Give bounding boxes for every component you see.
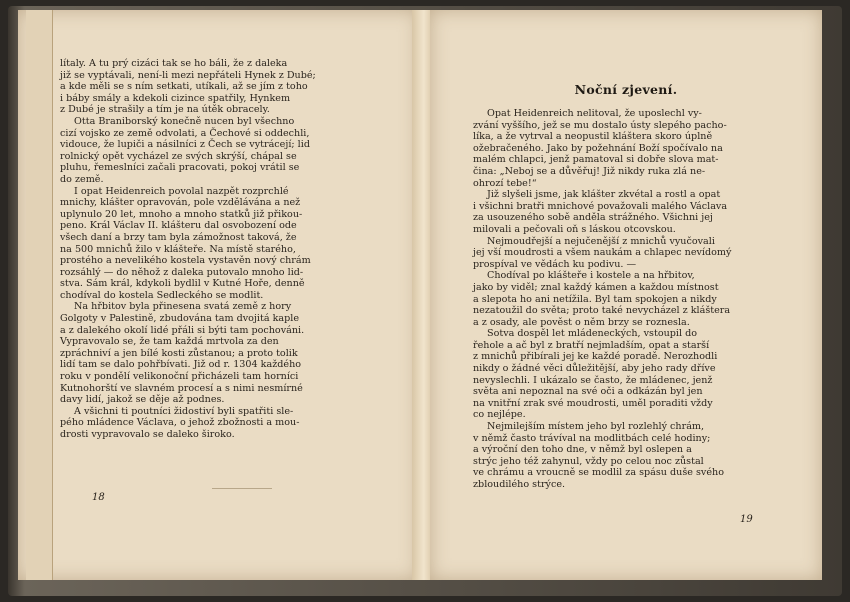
text-line: nevyslechli. I ukázalo se často, že mládenec, jenž	[473, 374, 713, 386]
right-page	[430, 10, 822, 580]
text-line: pého mládence Václava, o jehož zbožnosti a mou-	[60, 417, 300, 429]
left-page-number: 18	[92, 492, 105, 503]
text-line: peno. Král Václav II. klášteru dal osvobození ode	[60, 220, 297, 232]
text-line: uplynulo 20 let, mnoho a mnoho statků již přikou-	[60, 208, 303, 220]
text-line: roku v pondělí velikonoční přicházeli tam horníci	[60, 371, 299, 383]
text-line: lidí tam se dalo pohřbívati. Již od r. 1304 každého	[60, 359, 302, 371]
text-line: Otta Braniborský konečně nucen byl všechno	[74, 115, 295, 127]
text-line: Nejmoudřejší a nejučenější z mnichů vyučovali	[487, 235, 715, 247]
text-line: cizí vojsko ze země odvolati, a Čechové si oddechli,	[60, 127, 310, 139]
text-line: za usouzeného sobě anděla strážného. Všichni jej	[473, 212, 713, 224]
text-line: i všichni bratři mnichové považovali malého Václava	[473, 200, 728, 212]
text-line: zbloudilého strýce.	[473, 479, 566, 490]
text-line: a kde měli se s ním setkati, utíkali, až se jím z toho	[60, 81, 308, 93]
text-line: řehole a ač byl z bratří nejmladším, opat a starší	[473, 339, 710, 351]
text-line: líka, a že vytrval a neopustil kláštera skoro úplně	[473, 131, 713, 143]
text-line: Na hřbitov byla přinesena svatá země z hory	[74, 301, 292, 313]
right-page-text	[473, 108, 793, 491]
text-line: chodíval do kostela Sedleckého se modlit.	[60, 289, 264, 301]
text-line: Již slyšeli jsme, jak klášter zkvétal a rostl a opat	[487, 189, 721, 201]
text-line: z mnichů přibírali jej ke každé poradě. Nerozhodli	[473, 351, 718, 363]
text-line: Opat Heidenreich nelitoval, že uposlechl vy-	[487, 108, 702, 119]
text-line: na 500 mnichů žilo v klášteře. Na místě starého,	[60, 243, 296, 255]
text-line: i báby smály a kdekoli cizince spatřily, Hynkem	[60, 92, 291, 104]
text-line: jako by viděl; znal každý kámen a každou místnost	[473, 281, 719, 293]
text-line: ve chrámu a vroucně se modlil za spásu duše svého	[473, 467, 724, 479]
text-line: již se vyptávali, není-li mezi nepřáteli Hynek z Dubé;	[60, 69, 316, 81]
chapter-title: Noční zjevení.	[574, 82, 678, 97]
text-line: z Dubé je strašily a tím je na útěk obracely.	[60, 104, 270, 116]
text-line: světa ani nepoznal na své oči a odkázán byl jen	[473, 386, 703, 398]
text-line: zvání vyššího, jež se mu dostalo ústy slepého pacho-	[473, 119, 727, 131]
text-line: a výroční den toho dne, v němž byl oslepen a	[473, 444, 692, 456]
left-page-edge	[26, 10, 53, 580]
text-line: strýc jeho též zahynul, vždy po celou noc zůstal	[473, 455, 704, 467]
text-line: Chodíval po klášteře i kostele a na hřbitov,	[487, 270, 695, 282]
text-line: zpráchniví a jen bílé kosti zůstanou; a proto tolik	[60, 347, 298, 359]
text-line: na vnitřní zrak své moudrosti, uměl poraditi vždy	[473, 397, 713, 409]
text-line: drosti vypravovalo se daleko široko.	[60, 429, 235, 440]
text-line: čina: „Neboj se a důvěřuj! Již nikdy ruka zlá ne-	[473, 165, 706, 177]
text-line: ožebračeného. Jako by požehnání Boží spočívalo na	[473, 142, 723, 154]
text-line: a z dalekého okolí lidé přáli si býti tam pochováni.	[60, 324, 305, 336]
text-line: pluhu, řemeslníci začali pracovati, pokoj vrátil se	[60, 162, 300, 174]
text-line: stva. Sám král, kdykoli bydlil v Kutné Hoře, denně	[60, 278, 305, 290]
text-line: lítaly. A tu prý cizáci tak se ho báli, že z daleka	[60, 58, 288, 69]
text-line: nezatoužil do světa; proto také nevycházel z kláštera	[473, 305, 731, 317]
text-line: jej vší moudrosti a všem naukám a chlapec nevídomý	[473, 247, 732, 259]
text-line: a z osady, ale pověst o něm brzy se roznesla.	[473, 316, 690, 328]
text-line: Sotva dospěl let mládeneckých, vstoupil do	[487, 328, 698, 340]
text-line: ohrozí tebe!“	[473, 177, 537, 189]
text-line: vidouce, že lupiči a násilníci z Čech se vytrácejí; lid	[60, 139, 310, 151]
text-line: davy lidí, jakož se děje až podnes.	[60, 394, 225, 406]
section-end-rule	[212, 488, 272, 489]
text-line: A všichni ti poutníci židostiví byli spatřiti sle-	[74, 405, 294, 417]
text-line: I opat Heidenreich povolal nazpět rozprchlé	[74, 185, 289, 197]
text-line: Kutnohorští ve slavném procesí a s nimi nesmírné	[60, 382, 303, 394]
text-line: a slepota ho ani netížila. Byl tam spokojen a nikdy	[473, 293, 717, 305]
text-line: všech daní a brzy tam byla zámožnost taková, že	[60, 231, 297, 243]
text-line: malém chlapci, jenž pamatoval si dobře slova mat-	[473, 154, 719, 166]
text-line: prospíval ve vědách ku podivu. —	[473, 258, 637, 270]
text-line: do země.	[60, 173, 104, 185]
text-line: nikdy o žádné věci důležitější, aby jeho rady dříve	[473, 363, 716, 375]
right-page-number: 19	[740, 514, 753, 525]
text-line: milovali a pečovali oň s láskou otcovskou.	[473, 223, 676, 235]
text-line: Nejmilejším místem jeho byl rozlehlý chrám,	[487, 421, 705, 433]
text-line: Vypravovalo se, že tam každá mrtvola za den	[60, 336, 279, 348]
left-page-text	[60, 58, 365, 441]
text-line: co nejlépe.	[473, 409, 526, 421]
text-line: mnichy, klášter opravován, pole vzdělávána a než	[60, 197, 301, 209]
text-line: rolnický opět vycházel ze svých skrýší, chápal se	[60, 150, 297, 162]
text-line: prostého a nevelikého kostela vystavěn nový chrám	[60, 255, 311, 267]
text-line: rozsáhlý — do něhož z daleka putovalo mnoho lid-	[60, 266, 304, 278]
text-line: v němž často trávíval na modlitbách celé hodiny;	[473, 432, 711, 444]
text-line: Golgoty v Palestině, zbudována tam dvojitá kaple	[60, 313, 300, 325]
